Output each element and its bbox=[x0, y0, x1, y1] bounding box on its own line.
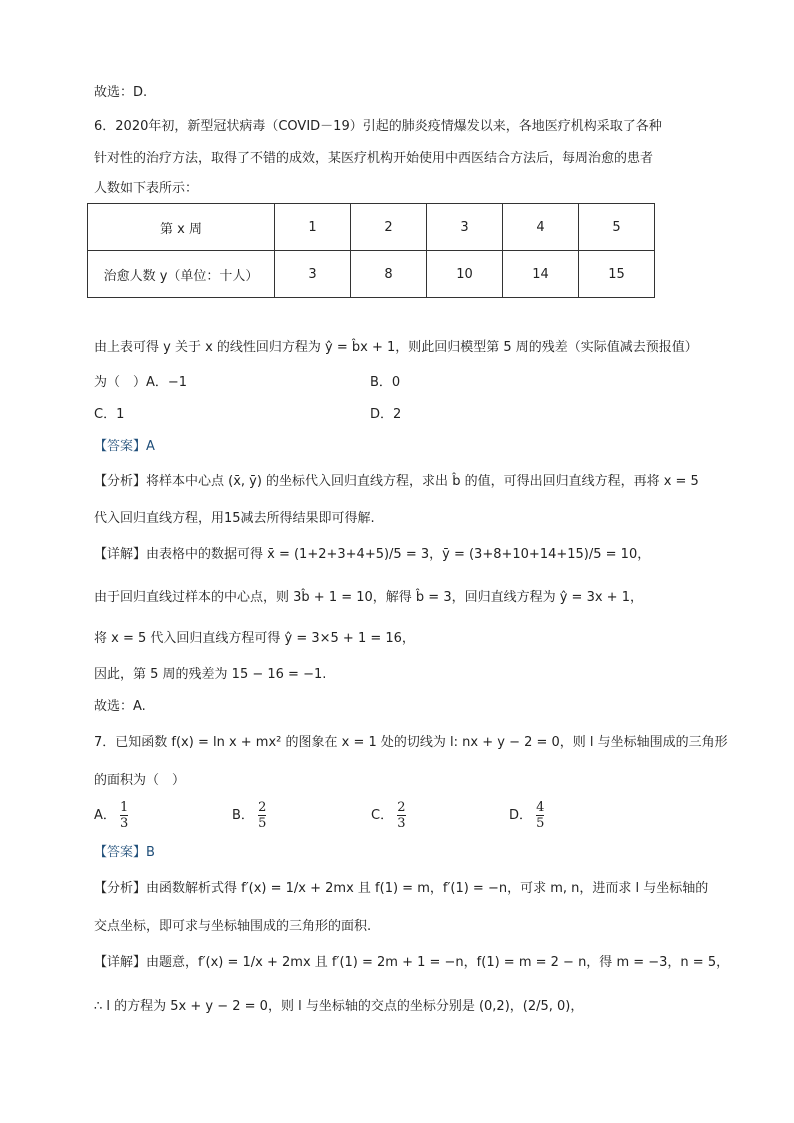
q7-option-c bbox=[371, 800, 406, 831]
table-cell: 8 bbox=[351, 251, 427, 298]
q7-detail-line2: ∴ l 的方程为 5x + y − 2 = 0，则 l 与坐标轴的交点的坐标分别是 (0,2)，(2/5, 0)， bbox=[94, 999, 584, 1014]
q7-analysis-line1: 【分析】由函数解析式得 f′(x) = 1/x + 2mx 且 f(1) = m，f′(1) = −n，可求 m, n，进而求 l 与坐标轴的 bbox=[94, 881, 709, 896]
table-header-y: 治愈人数 y（单位：十人） bbox=[88, 251, 275, 298]
data-table bbox=[87, 203, 655, 298]
table-row bbox=[88, 204, 655, 251]
previous-answer: 故选：D. bbox=[94, 85, 148, 100]
q7-answer: 【答案】B bbox=[94, 845, 155, 860]
q7-option-b bbox=[232, 800, 266, 831]
q6-question-line2: 为（ ）A．−1 bbox=[94, 375, 188, 390]
table-cell: 3 bbox=[427, 204, 503, 251]
q6-stem-line1: 6．2020年初，新型冠状病毒（COVID－19）引起的肺炎疫情爆发以来，各地医疗机构采取了各种 bbox=[94, 119, 662, 134]
table-cell: 3 bbox=[275, 251, 351, 298]
table-row bbox=[88, 251, 655, 298]
option-fraction: $\frac{1}{3}$ bbox=[120, 800, 129, 831]
q6-stem-line2: 针对性的治疗方法，取得了不错的成效，某医疗机构开始使用中西医结合方法后，每周治愈的患者 bbox=[94, 151, 654, 166]
q6-option-c: C．1 bbox=[94, 407, 125, 422]
option-label: A． bbox=[94, 808, 116, 823]
q7-stem-line1: 7．已知函数 f(x) = ln x + mx² 的图象在 x = 1 处的切线为 l: nx + y − 2 = 0，则 l 与坐标轴围成的三角形 bbox=[94, 735, 728, 750]
option-fraction: $\frac{2}{5}$ bbox=[258, 800, 267, 831]
table-cell: 1 bbox=[275, 204, 351, 251]
option-label: C． bbox=[371, 808, 394, 823]
q6-option-b: B．0 bbox=[370, 375, 401, 390]
q6-detail-line4: 因此，第 5 周的残差为 15 − 16 = −1. bbox=[94, 667, 327, 682]
q6-analysis-line1: 【分析】将样本中心点 (x̄, ȳ) 的坐标代入回归直线方程，求出 b̂ 的值，可得出回归直线方程，再将 x = 5 bbox=[94, 474, 699, 489]
table-cell: 4 bbox=[503, 204, 579, 251]
q6-question-line1: 由上表可得 y 关于 x 的线性回归方程为 ŷ = b̂x + 1，则此回归模型第 5 周的残差（实际值减去预报值） bbox=[94, 340, 698, 355]
option-label: D． bbox=[509, 808, 533, 823]
q7-option-a bbox=[94, 800, 128, 831]
q7-analysis-line2: 交点坐标，即可求与坐标轴围成的三角形的面积. bbox=[94, 919, 372, 934]
table-header-x: 第 x 周 bbox=[88, 204, 275, 251]
table-cell: 5 bbox=[579, 204, 655, 251]
option-fraction: $\frac{2}{3}$ bbox=[397, 800, 406, 831]
table-cell: 2 bbox=[351, 204, 427, 251]
q6-conclusion: 故选：A. bbox=[94, 699, 146, 714]
q7-option-d bbox=[509, 800, 544, 831]
option-fraction: $\frac{4}{5}$ bbox=[536, 800, 545, 831]
table-cell: 10 bbox=[427, 251, 503, 298]
q6-analysis-line2: 代入回归直线方程，用15减去所得结果即可得解. bbox=[94, 511, 375, 526]
q6-option-d: D．2 bbox=[370, 407, 402, 422]
option-label: B． bbox=[232, 808, 254, 823]
table-cell: 14 bbox=[503, 251, 579, 298]
q6-detail-line3: 将 x = 5 代入回归直线方程可得 ŷ = 3×5 + 1 = 16， bbox=[94, 631, 415, 646]
q6-detail-line1: 【详解】由表格中的数据可得 x̄ = (1+2+3+4+5)/5 = 3，ȳ = (3+8+10+14+15)/5 = 10， bbox=[94, 547, 651, 562]
table-cell: 15 bbox=[579, 251, 655, 298]
q7-detail-line1: 【详解】由题意，f′(x) = 1/x + 2mx 且 f′(1) = 2m + 1 = −n，f(1) = m = 2 − n，得 m = −3，n = 5， bbox=[94, 955, 730, 970]
q6-stem-line3: 人数如下表所示： bbox=[94, 181, 199, 196]
q6-answer: 【答案】A bbox=[94, 439, 155, 454]
q6-detail-line2: 由于回归直线过样本的中心点，则 3b̂ + 1 = 10，解得 b̂ = 3，回归直线方程为 ŷ = 3x + 1， bbox=[94, 590, 643, 605]
q7-stem-line2: 的面积为（ ） bbox=[94, 773, 186, 788]
